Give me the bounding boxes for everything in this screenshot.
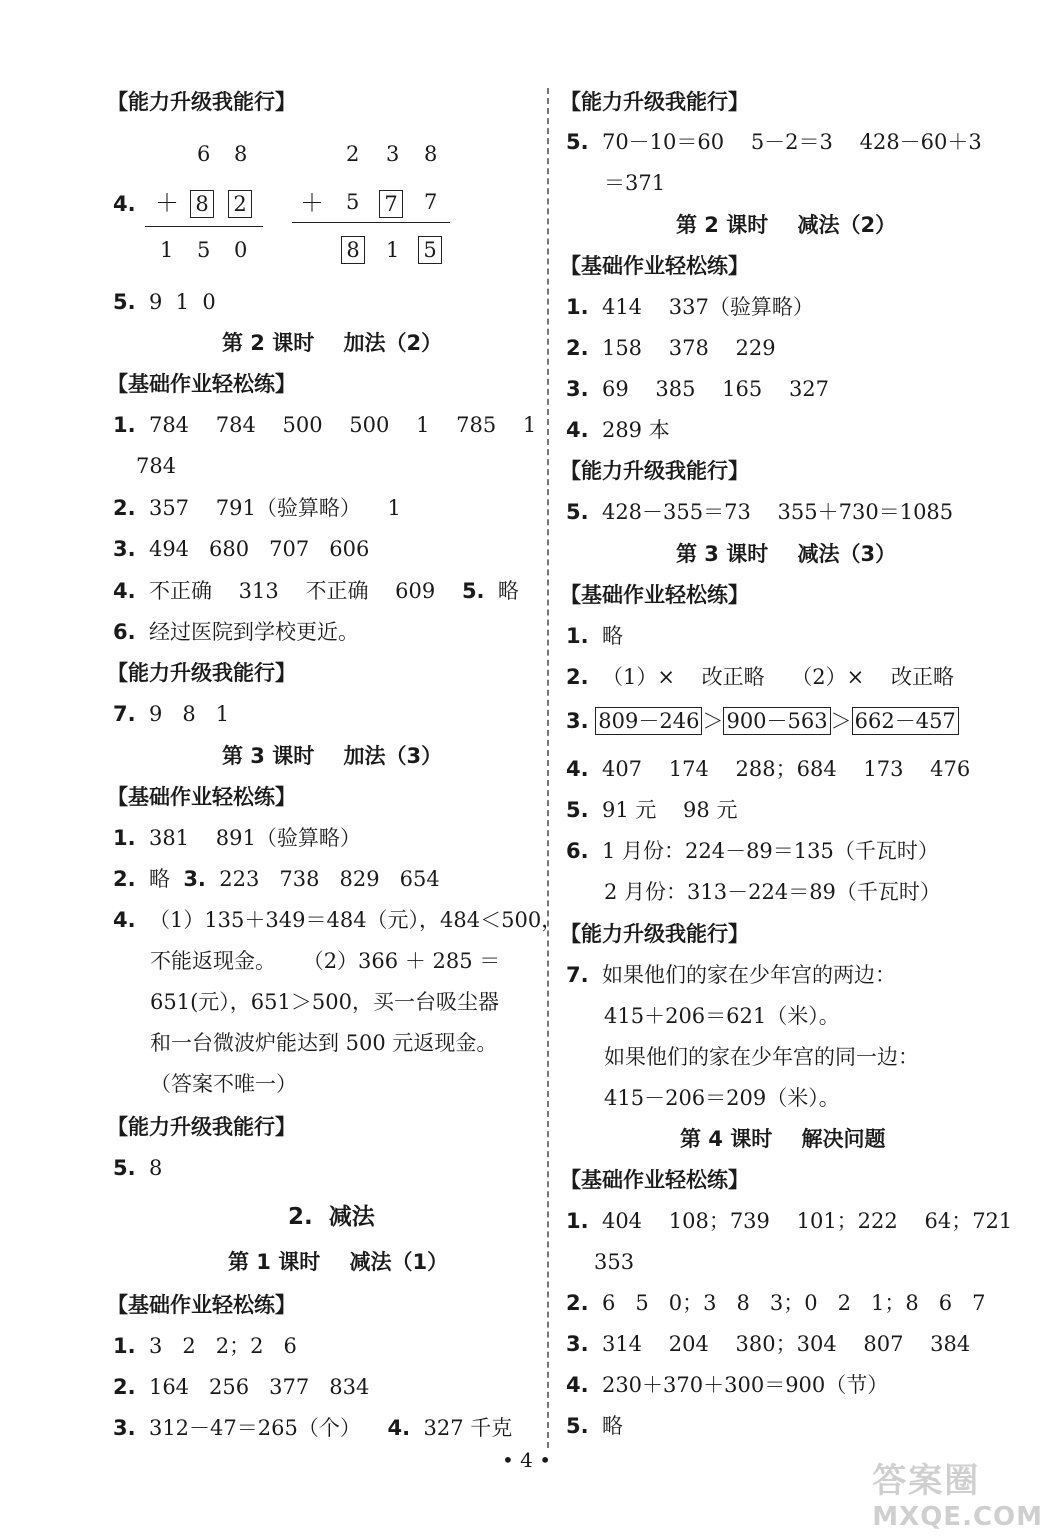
answer-text: 略 — [497, 579, 519, 603]
digit: 6 — [197, 142, 211, 166]
lesson-title: 第 3 课时 减法（3） — [676, 542, 897, 566]
answer-line — [113, 288, 216, 316]
answer-text: 164 256 377 834 — [148, 1375, 370, 1399]
answer-line — [566, 1371, 888, 1399]
answer-text: 2 月份：313－224＝89（千瓦时） — [604, 880, 941, 904]
answer-text: 407 174 288；684 173 476 — [601, 757, 971, 781]
answer-text: 3 2 2；2 6 — [148, 1334, 297, 1358]
section-header-basic: 【基础作业轻松练】 — [560, 583, 749, 607]
answer-text: 如果他们的家在少年宫的两边： — [601, 963, 896, 987]
answer-line — [566, 1207, 1012, 1235]
answer-line — [113, 906, 562, 934]
answer-text: 不能返现金。 （2）366 ＋ 285 ＝ — [150, 949, 501, 973]
answer-line — [566, 1330, 970, 1358]
chapter-title: 2. 减法 — [288, 1204, 375, 1230]
answer-text: 289 本 — [601, 418, 670, 442]
answer-text: 70－10＝60 5－2＝3 428－60＋3 — [601, 130, 982, 154]
question-number: 3. — [566, 1332, 589, 1356]
answer-text: 415－206＝209（米）。 — [604, 1086, 840, 1110]
greater-than-sign: ＞ — [830, 709, 852, 733]
answer-line — [604, 1043, 919, 1071]
watermark-logo — [872, 1453, 1043, 1532]
question-number: 2. — [566, 1291, 589, 1315]
question-number: 1. — [566, 624, 589, 648]
answer-line — [150, 1029, 497, 1057]
answer-text: 158 378 229 — [601, 336, 776, 360]
question-number: 5. — [113, 290, 136, 314]
answer-line — [566, 796, 737, 824]
answer-text: 略 — [601, 1414, 623, 1438]
section-header-ability: 【能力升级我能行】 — [107, 90, 296, 114]
section-header-basic: 【基础作业轻松练】 — [107, 372, 296, 396]
answer-text: （答案不唯一） — [150, 1072, 297, 1096]
question-number: 1. — [113, 1334, 136, 1358]
answer-line — [604, 1084, 840, 1112]
answer-line — [113, 700, 229, 728]
answer-text: 69 385 165 327 — [601, 377, 830, 401]
answer-line — [566, 663, 954, 691]
digit: 8 — [424, 142, 438, 166]
answer-text: ＝371 — [604, 171, 666, 195]
question-number: 7. — [566, 963, 589, 987]
section-header-ability: 【能力升级我能行】 — [107, 661, 296, 685]
answer-box: 7 — [379, 190, 403, 218]
answer-text: 和一台微波炉能达到 500 元返现金。 — [150, 1031, 498, 1055]
answer-text: 381 891（验算略） — [148, 826, 361, 850]
answer-line — [113, 1373, 369, 1401]
digit: 0 — [234, 238, 248, 262]
question-number: 6. — [566, 839, 589, 863]
answer-line — [566, 1289, 986, 1317]
answer-box: 8 — [190, 190, 214, 218]
answer-line — [150, 947, 500, 975]
answer-box: 2 — [228, 190, 252, 218]
section-header-ability: 【能力升级我能行】 — [560, 90, 749, 114]
question-number: 3. — [183, 867, 206, 891]
answer-line — [136, 452, 176, 480]
answer-text: 428－355＝73 355＋730＝1085 — [601, 500, 954, 524]
answer-line — [113, 1154, 162, 1182]
expression-box: 900－563 — [723, 707, 830, 735]
answer-text: 230＋370＋300＝900（节） — [601, 1373, 889, 1397]
digit: 8 — [234, 142, 248, 166]
question-number: 1. — [566, 1209, 589, 1233]
question-number: 5. — [113, 1156, 136, 1180]
question-number: 4. — [113, 579, 136, 603]
answer-box: 5 — [418, 236, 442, 264]
question-number: 3. — [113, 537, 136, 561]
answer-line — [566, 375, 829, 403]
answer-line — [566, 961, 896, 989]
question-number: 5. — [566, 798, 589, 822]
question-number: 2. — [113, 1375, 136, 1399]
answer-text: 9 1 0 — [148, 290, 216, 314]
answer-line — [150, 1070, 297, 1098]
answer-text: 6 5 0；3 8 3；0 2 1；8 6 7 — [601, 1291, 986, 1315]
answer-line — [566, 498, 953, 526]
digit: 2 — [346, 142, 360, 166]
digit: 1 — [160, 238, 174, 262]
question-number: 1. — [113, 413, 136, 437]
answer-text: 8 — [148, 1156, 163, 1180]
answer-text: 404 108；739 101；222 64；721 — [601, 1209, 1013, 1233]
question-number: 5. — [566, 1414, 589, 1438]
answer-text: 略 — [148, 867, 184, 891]
answer-line — [113, 535, 369, 563]
answer-text: 357 791（验算略） 1 — [148, 496, 401, 520]
answer-line — [566, 755, 970, 783]
question-number: 2. — [113, 496, 136, 520]
answer-text: 314 204 380；304 807 384 — [601, 1332, 971, 1356]
answer-line — [604, 878, 941, 906]
digit: 5 — [346, 190, 360, 214]
answer-text: 651(元），651＞500，买一台吸尘器 — [150, 990, 499, 1014]
watermark-text: 答案圈 — [872, 1461, 981, 1501]
question-number: 4. — [566, 418, 589, 442]
answer-text: 223 738 829 654 — [219, 867, 440, 891]
plus-sign: ＋ — [155, 189, 179, 217]
question-number: 4. — [566, 757, 589, 781]
question-number: 5. — [461, 579, 485, 603]
answer-text: 312－47＝265（个） — [148, 1416, 388, 1440]
expression-box: 809－246 — [595, 707, 702, 735]
answer-text: （1）135＋349＝484（元），484＜500， — [148, 908, 563, 932]
question-number: 1. — [566, 295, 589, 319]
answer-line — [113, 865, 440, 893]
answer-text: 略 — [601, 624, 623, 648]
answer-line — [113, 1332, 297, 1360]
plus-sign: ＋ — [300, 189, 324, 217]
greater-than-sign: ＞ — [702, 709, 724, 733]
answer-text: （1）× 改正略 （2）× 改正略 — [601, 665, 954, 689]
question-number: 4. — [387, 1416, 411, 1440]
digit: 1 — [386, 238, 400, 262]
answer-line — [113, 494, 401, 522]
answer-text: 414 337（验算略） — [601, 295, 814, 319]
sum-line — [292, 222, 450, 223]
answer-text: 9 8 1 — [148, 702, 230, 726]
answer-text: 经过医院到学校更近。 — [148, 620, 359, 644]
digit: 7 — [424, 190, 438, 214]
answer-text: 784 — [136, 454, 177, 478]
question-number: 6. — [113, 620, 136, 644]
answer-line — [594, 1248, 634, 1276]
lesson-title: 第 4 课时 解决问题 — [680, 1127, 886, 1151]
section-header-basic: 【基础作业轻松练】 — [107, 1293, 296, 1317]
answer-text: 不正确 313 不正确 609 — [148, 579, 462, 603]
question-number: 5. — [566, 500, 589, 524]
answer-line — [566, 293, 814, 321]
answer-line — [113, 1414, 512, 1442]
lesson-title: 第 2 课时 加法（2） — [222, 331, 443, 355]
answer-line — [113, 411, 536, 439]
section-header-basic: 【基础作业轻松练】 — [107, 785, 296, 809]
section-header-ability: 【能力升级我能行】 — [560, 922, 749, 946]
answer-box: 8 — [341, 236, 365, 264]
question-number: 1. — [113, 826, 136, 850]
answer-line — [566, 128, 982, 156]
answer-text: 91 元 98 元 — [601, 798, 738, 822]
question-number: 2. — [113, 867, 136, 891]
section-header-basic: 【基础作业轻松练】 — [560, 254, 749, 278]
answer-line — [113, 577, 519, 605]
question-number: 3. — [566, 709, 589, 733]
answer-text: 784 784 500 500 1 785 1 — [148, 413, 537, 437]
answer-text: 1 月份：224－89＝135（千瓦时） — [601, 839, 939, 863]
answer-text: 415＋206＝621（米）。 — [604, 1004, 840, 1028]
question-number: 4. — [113, 908, 136, 932]
answer-line — [604, 1002, 840, 1030]
lesson-title: 第 3 课时 加法（3） — [222, 744, 443, 768]
question-number: 3. — [113, 1416, 136, 1440]
lesson-title: 第 2 课时 减法（2） — [676, 213, 897, 237]
digit: 3 — [386, 142, 400, 166]
watermark-url: MXQE.COM — [872, 1502, 1043, 1532]
page-number: • 4 • — [501, 1448, 552, 1472]
column-divider — [547, 88, 549, 1448]
answer-line — [566, 334, 776, 362]
question-number: 4. — [566, 1373, 589, 1397]
answer-line — [566, 416, 670, 444]
question-number: 7. — [113, 702, 136, 726]
question-number: 5. — [566, 130, 589, 154]
question-number: 4. — [113, 192, 136, 216]
answer-text: 494 680 707 606 — [148, 537, 370, 561]
section-header-ability: 【能力升级我能行】 — [560, 459, 749, 483]
answer-text: 如果他们的家在少年宫的同一边： — [604, 1045, 919, 1069]
answer-line — [566, 1412, 623, 1440]
lesson-title: 第 1 课时 减法（1） — [228, 1250, 449, 1274]
question-number: 2. — [566, 665, 589, 689]
expression-box: 662－457 — [852, 707, 959, 735]
question-number: 3. — [566, 377, 589, 401]
answer-line — [604, 169, 665, 197]
sum-line — [145, 226, 263, 227]
answer-line — [150, 988, 499, 1016]
answer-line — [566, 837, 939, 865]
section-header-basic: 【基础作业轻松练】 — [560, 1168, 749, 1192]
answer-text: 327 千克 — [423, 1416, 513, 1440]
section-header-ability: 【能力升级我能行】 — [107, 1115, 296, 1139]
answer-line — [566, 622, 623, 650]
digit: 5 — [197, 238, 211, 262]
question-number: 2. — [566, 336, 589, 360]
answer-line — [113, 618, 359, 646]
answer-text: 353 — [594, 1250, 635, 1274]
answer-line-compare — [566, 707, 959, 735]
answer-line — [113, 824, 361, 852]
